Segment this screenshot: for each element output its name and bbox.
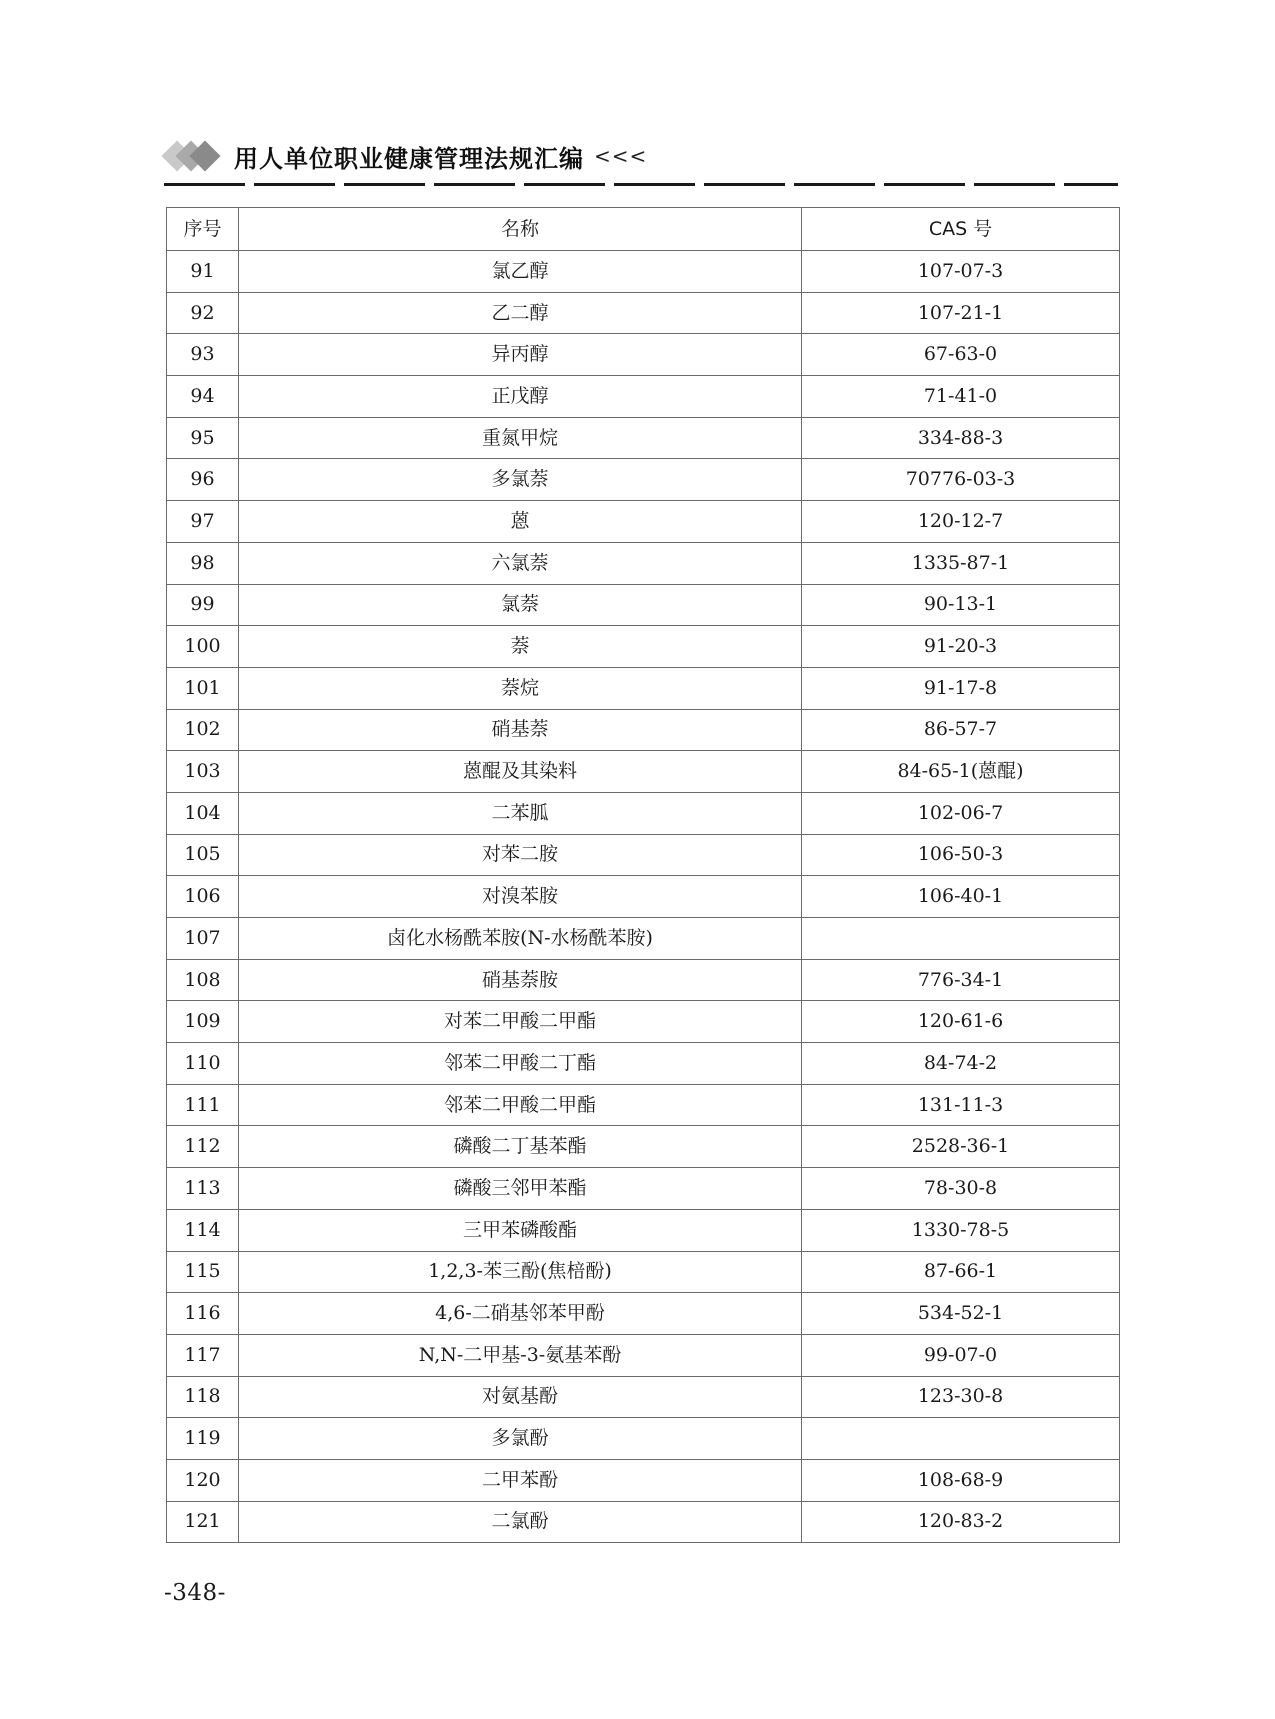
table-row bbox=[167, 417, 1120, 459]
row-number: 104 bbox=[167, 792, 239, 834]
cas-number: 1335-87-1 bbox=[802, 542, 1120, 584]
table-row bbox=[167, 501, 1120, 543]
cas-number: 86-57-7 bbox=[802, 709, 1120, 751]
cas-table bbox=[166, 207, 1120, 1543]
substance-name: 氯乙醇 bbox=[239, 251, 802, 293]
table-row bbox=[167, 667, 1120, 709]
cas-number: 70776-03-3 bbox=[802, 459, 1120, 501]
page-number: -348- bbox=[164, 1580, 226, 1606]
table-row bbox=[167, 1084, 1120, 1126]
header-no: 序号 bbox=[167, 208, 239, 251]
row-number: 112 bbox=[167, 1126, 239, 1168]
substance-name: 二苯胍 bbox=[239, 792, 802, 834]
cas-number: 120-12-7 bbox=[802, 501, 1120, 543]
row-number: 103 bbox=[167, 751, 239, 793]
table-row bbox=[167, 626, 1120, 668]
cas-number: 99-07-0 bbox=[802, 1334, 1120, 1376]
table-row bbox=[167, 1168, 1120, 1210]
row-number: 105 bbox=[167, 834, 239, 876]
row-number: 119 bbox=[167, 1418, 239, 1460]
cas-number: 87-66-1 bbox=[802, 1251, 1120, 1293]
substance-name: 六氯萘 bbox=[239, 542, 802, 584]
table-row bbox=[167, 1209, 1120, 1251]
cas-number: 106-50-3 bbox=[802, 834, 1120, 876]
cas-number: 108-68-9 bbox=[802, 1459, 1120, 1501]
cas-number: 107-21-1 bbox=[802, 292, 1120, 334]
cas-number: 1330-78-5 bbox=[802, 1209, 1120, 1251]
row-number: 99 bbox=[167, 584, 239, 626]
table-row bbox=[167, 1043, 1120, 1085]
row-number: 116 bbox=[167, 1293, 239, 1335]
row-number: 110 bbox=[167, 1043, 239, 1085]
substance-name: 重氮甲烷 bbox=[239, 417, 802, 459]
table-row bbox=[167, 376, 1120, 418]
table-header-row bbox=[167, 208, 1120, 251]
table-row bbox=[167, 1293, 1120, 1335]
substance-name: 对苯二甲酸二甲酯 bbox=[239, 1001, 802, 1043]
header-arrows: <<< bbox=[594, 144, 648, 168]
substance-name: 正戊醇 bbox=[239, 376, 802, 418]
table-row bbox=[167, 751, 1120, 793]
table-row bbox=[167, 334, 1120, 376]
cas-number: 107-07-3 bbox=[802, 251, 1120, 293]
substance-name: 氯萘 bbox=[239, 584, 802, 626]
substance-name: 硝基萘胺 bbox=[239, 959, 802, 1001]
row-number: 91 bbox=[167, 251, 239, 293]
row-number: 92 bbox=[167, 292, 239, 334]
cas-number: 84-74-2 bbox=[802, 1043, 1120, 1085]
row-number: 113 bbox=[167, 1168, 239, 1210]
row-number: 100 bbox=[167, 626, 239, 668]
cas-number: 120-83-2 bbox=[802, 1501, 1120, 1543]
table-row bbox=[167, 918, 1120, 960]
cas-number: 91-20-3 bbox=[802, 626, 1120, 668]
substance-name: 蒽 bbox=[239, 501, 802, 543]
table-row bbox=[167, 584, 1120, 626]
substance-name: 萘 bbox=[239, 626, 802, 668]
cas-number: 131-11-3 bbox=[802, 1084, 1120, 1126]
cas-number: 106-40-1 bbox=[802, 876, 1120, 918]
substance-name: 二氯酚 bbox=[239, 1501, 802, 1543]
row-number: 114 bbox=[167, 1209, 239, 1251]
cas-number: 67-63-0 bbox=[802, 334, 1120, 376]
row-number: 93 bbox=[167, 334, 239, 376]
row-number: 101 bbox=[167, 667, 239, 709]
substance-name: N,N-二甲基-3-氨基苯酚 bbox=[239, 1334, 802, 1376]
table-row bbox=[167, 251, 1120, 293]
substance-name: 二甲苯酚 bbox=[239, 1459, 802, 1501]
substance-name: 4,6-二硝基邻苯甲酚 bbox=[239, 1293, 802, 1335]
substance-name: 异丙醇 bbox=[239, 334, 802, 376]
row-number: 97 bbox=[167, 501, 239, 543]
row-number: 109 bbox=[167, 1001, 239, 1043]
table-row bbox=[167, 1251, 1120, 1293]
substance-name: 三甲苯磷酸酯 bbox=[239, 1209, 802, 1251]
cas-number: 776-34-1 bbox=[802, 959, 1120, 1001]
row-number: 95 bbox=[167, 417, 239, 459]
table-row bbox=[167, 876, 1120, 918]
cas-number: 102-06-7 bbox=[802, 792, 1120, 834]
cas-number: 91-17-8 bbox=[802, 667, 1120, 709]
row-number: 94 bbox=[167, 376, 239, 418]
row-number: 115 bbox=[167, 1251, 239, 1293]
cas-number: 78-30-8 bbox=[802, 1168, 1120, 1210]
table-row bbox=[167, 1126, 1120, 1168]
table-row bbox=[167, 1376, 1120, 1418]
substance-name: 硝基萘 bbox=[239, 709, 802, 751]
cas-number: 2528-36-1 bbox=[802, 1126, 1120, 1168]
row-number: 106 bbox=[167, 876, 239, 918]
row-number: 98 bbox=[167, 542, 239, 584]
table-row bbox=[167, 709, 1120, 751]
cas-number: 123-30-8 bbox=[802, 1376, 1120, 1418]
row-number: 107 bbox=[167, 918, 239, 960]
running-header bbox=[164, 136, 647, 176]
cas-number: 71-41-0 bbox=[802, 376, 1120, 418]
header-name: 名称 bbox=[239, 208, 802, 251]
table-row bbox=[167, 292, 1120, 334]
substance-name: 对苯二胺 bbox=[239, 834, 802, 876]
row-number: 111 bbox=[167, 1084, 239, 1126]
row-number: 118 bbox=[167, 1376, 239, 1418]
cas-number: 334-88-3 bbox=[802, 417, 1120, 459]
row-number: 117 bbox=[167, 1334, 239, 1376]
substance-name: 邻苯二甲酸二丁酯 bbox=[239, 1043, 802, 1085]
table-row bbox=[167, 542, 1120, 584]
substance-name: 对溴苯胺 bbox=[239, 876, 802, 918]
substance-name: 蒽醌及其染料 bbox=[239, 751, 802, 793]
row-number: 121 bbox=[167, 1501, 239, 1543]
cas-number bbox=[802, 918, 1120, 960]
table-row bbox=[167, 1334, 1120, 1376]
table-row bbox=[167, 1459, 1120, 1501]
diamond-arrows-icon bbox=[164, 141, 228, 171]
table-row bbox=[167, 1418, 1120, 1460]
table-row bbox=[167, 834, 1120, 876]
substance-name: 1,2,3-苯三酚(焦棓酚) bbox=[239, 1251, 802, 1293]
substance-name: 对氨基酚 bbox=[239, 1376, 802, 1418]
table-row bbox=[167, 459, 1120, 501]
row-number: 102 bbox=[167, 709, 239, 751]
row-number: 120 bbox=[167, 1459, 239, 1501]
substance-name: 卤化水杨酰苯胺(N-水杨酰苯胺) bbox=[239, 918, 802, 960]
row-number: 96 bbox=[167, 459, 239, 501]
substance-name: 磷酸二丁基苯酯 bbox=[239, 1126, 802, 1168]
substance-name: 多氯酚 bbox=[239, 1418, 802, 1460]
table-body bbox=[167, 251, 1120, 1543]
cas-number: 90-13-1 bbox=[802, 584, 1120, 626]
table-row bbox=[167, 1501, 1120, 1543]
substance-name: 磷酸三邻甲苯酯 bbox=[239, 1168, 802, 1210]
substance-name: 多氯萘 bbox=[239, 459, 802, 501]
header-cas: CAS 号 bbox=[802, 208, 1120, 251]
substance-name: 邻苯二甲酸二甲酯 bbox=[239, 1084, 802, 1126]
substance-name: 乙二醇 bbox=[239, 292, 802, 334]
book-title: 用人单位职业健康管理法规汇编 bbox=[234, 143, 584, 173]
cas-number: 120-61-6 bbox=[802, 1001, 1120, 1043]
table-row bbox=[167, 1001, 1120, 1043]
row-number: 108 bbox=[167, 959, 239, 1001]
table-row bbox=[167, 792, 1120, 834]
header-dashed-rule bbox=[164, 183, 1118, 186]
table-row bbox=[167, 959, 1120, 1001]
cas-number bbox=[802, 1418, 1120, 1460]
substance-name: 萘烷 bbox=[239, 667, 802, 709]
cas-number: 84-65-1(蒽醌) bbox=[802, 751, 1120, 793]
cas-number: 534-52-1 bbox=[802, 1293, 1120, 1335]
